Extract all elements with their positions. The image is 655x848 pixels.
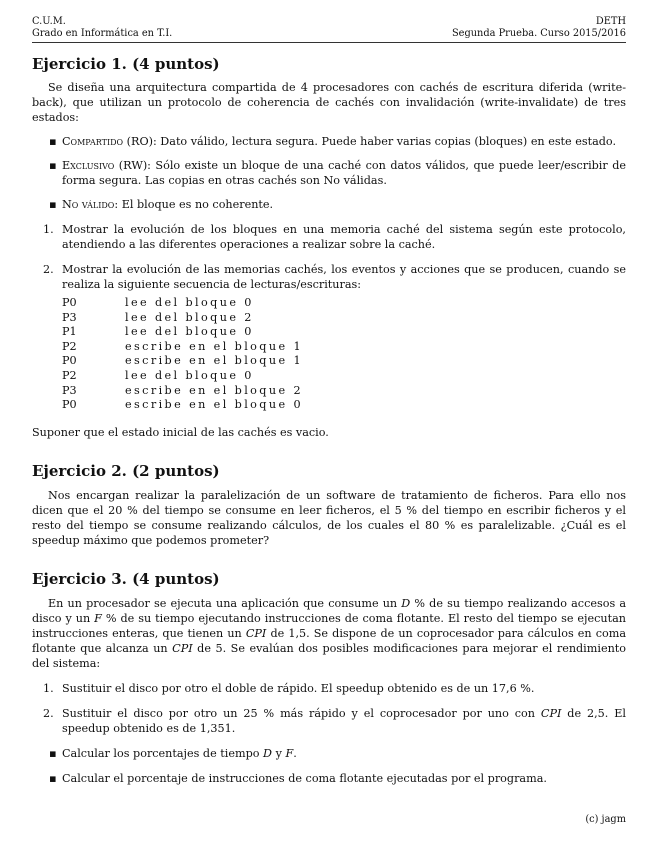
list-item <box>32 771 626 786</box>
ex3-text-part: % de su tiempo ejecutando instrucciones de coma flotante. El resto del tiempo se ejecutan instrucciones enteras, que tienen un <box>32 611 626 640</box>
ex3-text-part: % de su tiempo realizando accesos a disco y un <box>32 596 626 625</box>
item-number: 2. <box>43 706 54 720</box>
sequence-operation: lee del bloque 0 <box>125 325 254 339</box>
math-var-f: F <box>94 611 102 625</box>
sequence-operation: lee del bloque 0 <box>125 368 254 382</box>
sequence-processor: P3 <box>62 383 77 397</box>
item-number: 1. <box>43 223 54 236</box>
state-name: No válido <box>62 198 115 211</box>
list-item <box>32 681 626 696</box>
sequence-row <box>62 339 626 354</box>
bullet-icon: ▪ <box>49 135 57 148</box>
item-number: 2. <box>43 263 54 276</box>
ex1-intro: Se diseña una arquitectura compartida de 4 procesadores con cachés de escritura diferida (write-back), que utilizan un protocolo de coherencia de cachés con invalidación (write-invalidate) de tres estados: <box>32 81 626 124</box>
state-desc: (RO): Dato válido, lectura segura. Puede haber varias copias (bloques) en este estado. <box>123 135 617 148</box>
ex1-closing: Suponer que el estado inicial de las cachés es vacio. <box>32 425 329 439</box>
bullet-icon: ▪ <box>49 746 57 760</box>
header-rule <box>32 42 626 43</box>
state-name: Compartido <box>62 135 124 148</box>
ex3-text-part: de 5. Se evalúan dos posibles modificaciones para mejorar el rendimiento del sistema: <box>32 641 627 670</box>
item-text: y <box>272 746 286 760</box>
item-text: Sustituir el disco por otro un 25 % más rápido y el coprocesador por uno con <box>62 706 541 720</box>
sequence-row <box>62 353 626 368</box>
sequence-row <box>62 397 626 412</box>
header-left <box>32 16 172 40</box>
sequence-row <box>62 324 626 339</box>
item-text: Mostrar la evolución de los bloques en una memoria caché del sistema según este protocolo, atendiendo a las diferentes operaciones a realizar sobre la caché. <box>62 223 626 251</box>
state-desc: : El bloque es no coherente. <box>114 198 274 211</box>
state-desc: (RW): Sólo existe un bloque de una caché con datos válidos, que puede leer/escribir de forma segura. Las copias en otras cachés son No válidas. <box>62 159 626 187</box>
sequence-operation: lee del bloque 2 <box>125 310 254 324</box>
math-var-d: D <box>263 746 273 760</box>
sequence-processor: P0 <box>62 296 77 309</box>
list-item <box>32 134 626 149</box>
sequence-operation: escribe en el bloque 1 <box>125 339 303 353</box>
page-footer: (c) jagm <box>585 814 626 825</box>
header-degree: Grado en Informática en T.I. <box>32 28 173 39</box>
math-var-cpi: CPI <box>540 706 562 720</box>
sequence-processor: P3 <box>62 310 77 324</box>
sequence-processor: P2 <box>62 368 77 382</box>
ex1-task-list <box>32 222 626 412</box>
bullet-icon: ▪ <box>49 198 57 211</box>
ex2-title: Ejercicio 2. (2 puntos) <box>32 461 220 480</box>
sequence-processor: P2 <box>62 339 77 353</box>
ex3-text-part: En un procesador se ejecuta una aplicación que consume un <box>48 596 402 610</box>
ex1-state-list <box>32 134 626 212</box>
sequence-operation: lee del bloque 0 <box>125 296 254 309</box>
bullet-icon: ▪ <box>49 771 57 785</box>
sequence-row <box>62 310 626 325</box>
item-text: de 2,5. El speedup obtenido es de 1,351. <box>62 706 626 735</box>
sequence-row <box>62 368 626 383</box>
page-header <box>32 16 626 40</box>
item-text: Sustituir el disco por otro el doble de rápido. El speedup obtenido es de un 17,6 %. <box>62 681 535 695</box>
sequence-operation: escribe en el bloque 2 <box>125 383 303 397</box>
ex3-option-list <box>32 681 626 736</box>
ex3-title: Ejercicio 3. (4 puntos) <box>32 569 220 588</box>
item-text: Calcular el porcentaje de instrucciones de coma flotante ejecutadas por el programa. <box>62 771 547 785</box>
sequence-processor: P0 <box>62 398 77 412</box>
item-text: . <box>293 746 297 760</box>
header-department: DETH <box>595 16 626 27</box>
ex3-text-part: de 1,5. Se dispone de un coprocesador para cálculos en coma flotante que alcanza un <box>32 626 626 655</box>
math-var-cpi: CPI <box>172 641 193 655</box>
header-exam-title: Segunda Prueba. Curso 2015/2016 <box>451 28 626 39</box>
access-sequence <box>62 295 626 412</box>
ex1-title: Ejercicio 1. (4 puntos) <box>32 55 220 73</box>
sequence-operation: escribe en el bloque 0 <box>125 398 303 412</box>
list-item <box>32 158 626 188</box>
sequence-operation: escribe en el bloque 1 <box>125 354 303 368</box>
bullet-icon: ▪ <box>49 159 57 172</box>
item-number: 1. <box>43 681 54 695</box>
ex3-question-list <box>32 746 626 786</box>
header-right <box>452 16 626 40</box>
state-name: Exclusivo <box>62 159 115 172</box>
sequence-processor: P1 <box>62 325 77 339</box>
math-var-f: F <box>285 746 294 760</box>
sequence-processor: P0 <box>62 354 77 368</box>
sequence-row <box>62 383 626 398</box>
list-item <box>32 262 626 412</box>
list-item <box>32 222 626 252</box>
math-var-cpi: CPI <box>245 626 267 640</box>
item-text: Calcular los porcentajes de tiempo <box>62 746 264 760</box>
ex2-text: Nos encargan realizar la paralelización de un software de tratamiento de ficheros. Para ello nos dicen que el 20 % del tiempo se consume en leer ficheros, el 5 % del tiempo en escribir ficheros y el resto del tiempo se consume realizando cálculos, de los cuales el 80 % es paralelizable. ¿Cuál es el speedup máximo que podemos prometer? <box>32 488 626 547</box>
math-var-d: D <box>401 596 411 610</box>
ex3-text <box>32 596 626 671</box>
exam-page <box>32 16 626 786</box>
sequence-row <box>62 295 626 310</box>
list-item <box>32 706 626 736</box>
item-text: Mostrar la evolución de las memorias cachés, los eventos y acciones que se producen, cuando se realiza la siguiente secuencia de lecturas/escrituras: <box>62 263 626 291</box>
header-institution: C.U.M. <box>32 16 66 27</box>
list-item <box>32 746 626 761</box>
list-item <box>32 197 626 212</box>
